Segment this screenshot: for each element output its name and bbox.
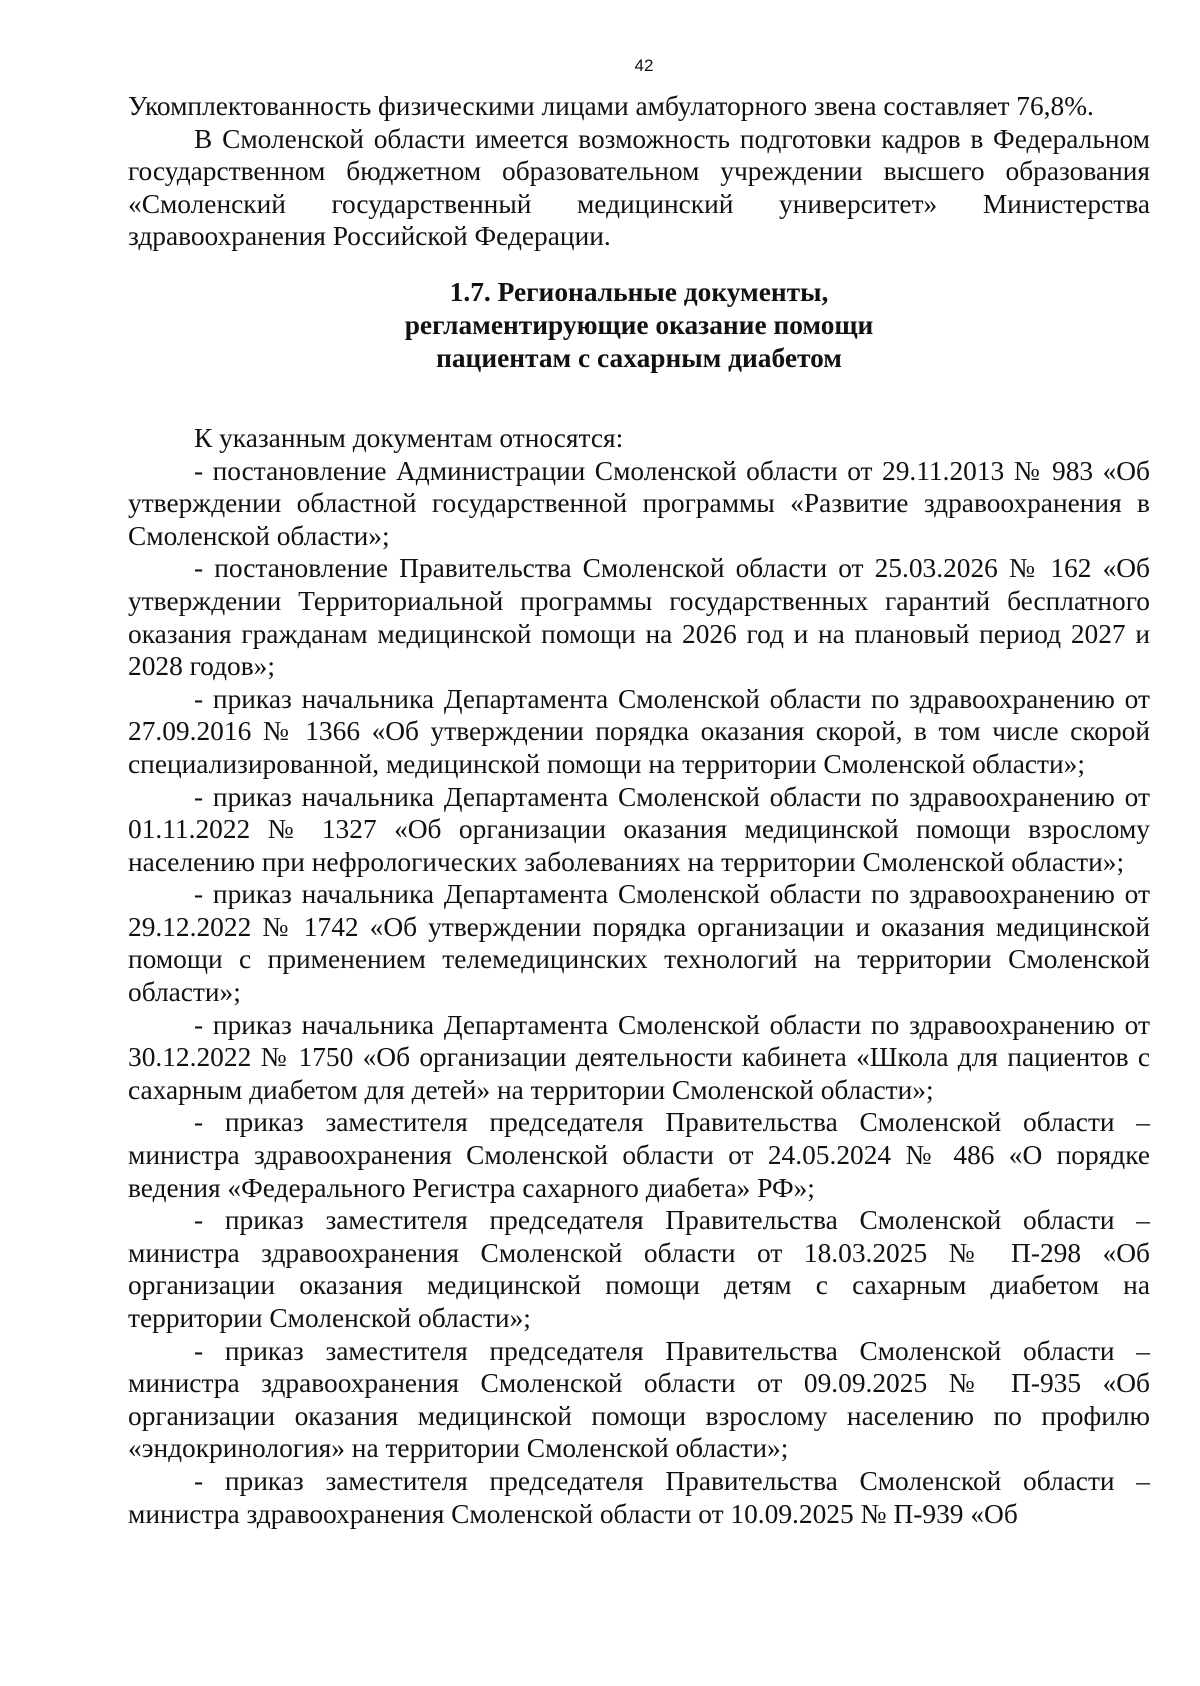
list-item: - приказ заместителя председателя Правительства Смоленской области – министра здравоохранения Смоленской области от 09.09.2025 № П-935 «Об организации оказания медицинской помощи взрослому населению по профилю «эндокринология» на территории Смоленской области»; bbox=[128, 1335, 1150, 1464]
documents-list bbox=[128, 455, 1150, 1531]
list-item: - приказ заместителя председателя Правительства Смоленской области – министра здравоохранения Смоленской области от 10.09.2025 № П-939 «Об bbox=[128, 1465, 1150, 1529]
section-heading bbox=[128, 276, 1150, 375]
section-heading-line: регламентирующие оказание помощи bbox=[404, 309, 874, 340]
page-number: 42 bbox=[634, 56, 654, 75]
section-heading-line: пациентам с сахарным диабетом bbox=[436, 342, 842, 373]
list-item: - постановление Правительства Смоленской области от 25.03.2026 № 162 «Об утверждении Территориальной программы государственных гарантий бесплатного оказания гражданам медицинской помощи на 2026 год и на плановый период 2027 и 2028 годов»; bbox=[128, 553, 1150, 682]
list-item: - приказ начальника Департамента Смоленской области по здравоохранению от 01.11.2022 № 1327 «Об организации оказания медицинской помощи взрослому населению при нефрологических заболеваниях на территории Смоленской области»; bbox=[128, 781, 1150, 877]
list-item: - приказ заместителя председателя Правительства Смоленской области – министра здравоохранения Смоленской области от 18.03.2025 № П-298 «Об организации оказания медицинской помощи детям с сахарным диабетом на территории Смоленской области»; bbox=[128, 1205, 1150, 1333]
list-item: - приказ начальника Департамента Смоленской области по здравоохранению от 27.09.2016 № 1366 «Об утверждении порядка оказания скорой, в том числе скорой специализированной, медицинской помощи на территории Смоленской области»; bbox=[128, 683, 1150, 779]
list-item: - постановление Администрации Смоленской области от 29.11.2013 № 983 «Об утверждении областной государственной программы «Развитие здравоохранения в Смоленской области»; bbox=[128, 455, 1150, 551]
section-heading-line: 1.7. Региональные документы, bbox=[449, 276, 829, 307]
list-item: - приказ заместителя председателя Правительства Смоленской области – министра здравоохранения Смоленской области от 24.05.2024 № 486 «О порядке ведения «Федерального Регистра сахарного диабета» РФ»; bbox=[128, 1107, 1150, 1203]
list-item: - приказ начальника Департамента Смоленской области по здравоохранению от 30.12.2022 № 1750 «Об организации деятельности кабинета «Школа для пациентов с сахарным диабетом для детей» на территории Смоленской области»; bbox=[128, 1009, 1150, 1105]
section-lead: К указанным документам относятся: bbox=[194, 422, 624, 453]
document-page bbox=[128, 56, 1150, 1530]
intro-paragraph-staffing: Укомплектованность физическими лицами амбулаторного звена составляет 76,8%. bbox=[128, 91, 1094, 121]
list-item: - приказ начальника Департамента Смоленской области по здравоохранению от 29.12.2022 № 1742 «Об утверждении порядка организации и оказания медицинской помощи с применением телемедицинских технологий на территории Смоленской области»; bbox=[128, 879, 1150, 1008]
intro-paragraph-training: В Смоленской области имеется возможность подготовки кадров в Федеральном государственном бюджетном образовательном учреждении высшего образования «Смоленский государственный медицинский университет» Министерства здравоохранения Российской Федерации. bbox=[128, 123, 1150, 252]
